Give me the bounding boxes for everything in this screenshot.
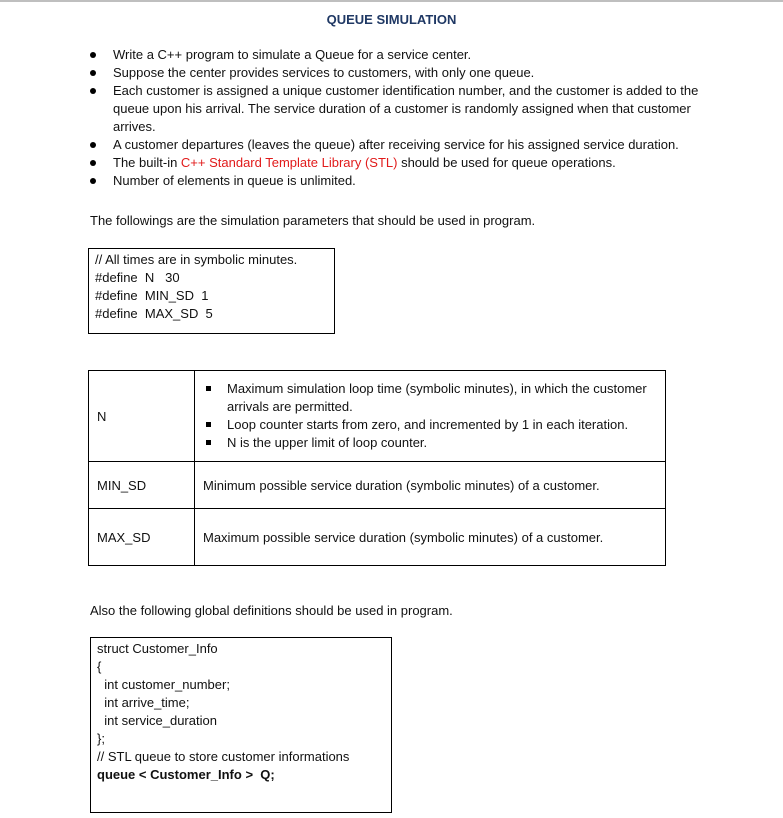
square-bullet-icon — [206, 422, 211, 427]
code-line: int arrive_time; — [97, 695, 190, 710]
table-row — [89, 509, 666, 566]
table-row — [89, 462, 666, 509]
bullet-icon — [90, 88, 96, 94]
bullet-icon — [90, 160, 96, 166]
code-line: int service_duration — [97, 713, 217, 728]
parameters-table — [88, 370, 666, 566]
list-item: N is the upper limit of loop counter. — [203, 434, 664, 452]
stl-highlight: C++ Standard Template Library (STL) — [180, 155, 398, 170]
code-line: int customer_number; — [97, 677, 230, 692]
code-line: #define MIN_SD 1 — [95, 288, 209, 303]
list-item: Number of elements in queue is unlimited. — [0, 172, 783, 190]
list-item: Suppose the center provides services to customers, with only one queue. — [0, 64, 783, 82]
param-name: MIN_SD — [89, 462, 195, 509]
struct-box — [90, 637, 392, 813]
list-item: A customer departures (leaves the queue) after receiving service for his assigned service duration. — [0, 136, 783, 154]
bullet-icon — [90, 52, 96, 58]
list-item: Write a C++ program to simulate a Queue for a service center. — [0, 46, 783, 64]
list-item: Loop counter starts from zero, and incremented by 1 in each iteration. — [203, 416, 664, 434]
square-bullet-icon — [206, 386, 211, 391]
code-line: #define MAX_SD 5 — [95, 306, 213, 321]
page-title: QUEUE SIMULATION — [326, 12, 457, 27]
list-item: Each customer is assigned a unique customer identification number, and the customer is added to the queue upon his arrival. The service duration of a customer is randomly assigned when that customer arrives. — [0, 82, 783, 136]
code-line: }; — [97, 731, 105, 746]
globals-intro: Also the following global definitions should be used in program. — [90, 603, 453, 618]
code-line: { — [97, 659, 102, 674]
square-bullet-icon — [206, 440, 211, 445]
code-line: struct Customer_Info — [97, 641, 218, 656]
queue-declaration: queue < Customer_Info > Q; — [97, 767, 275, 782]
bullet-icon — [90, 178, 96, 184]
code-line: // STL queue to store customer informations — [97, 749, 350, 764]
defines-box — [88, 248, 335, 334]
code-line: // All times are in symbolic minutes. — [95, 252, 298, 267]
param-description: Maximum possible service duration (symbolic minutes) of a customer. — [195, 509, 666, 566]
params-intro: The followings are the simulation parameters that should be used in program. — [90, 213, 536, 228]
param-description: Minimum possible service duration (symbolic minutes) of a customer. — [195, 462, 666, 509]
top-rule — [0, 0, 783, 2]
param-name: MAX_SD — [89, 509, 195, 566]
list-item: The built-in C++ Standard Template Library (STL) should be used for queue operations. — [0, 154, 783, 172]
requirements-list — [0, 46, 783, 190]
list-item: Maximum simulation loop time (symbolic minutes), in which the customer arrivals are permitted. — [203, 380, 664, 416]
param-name: N — [89, 371, 195, 462]
param-description — [195, 371, 666, 462]
bullet-icon — [90, 142, 96, 148]
code-line: #define N 30 — [95, 270, 180, 285]
bullet-icon — [90, 70, 96, 76]
table-row — [89, 371, 666, 462]
